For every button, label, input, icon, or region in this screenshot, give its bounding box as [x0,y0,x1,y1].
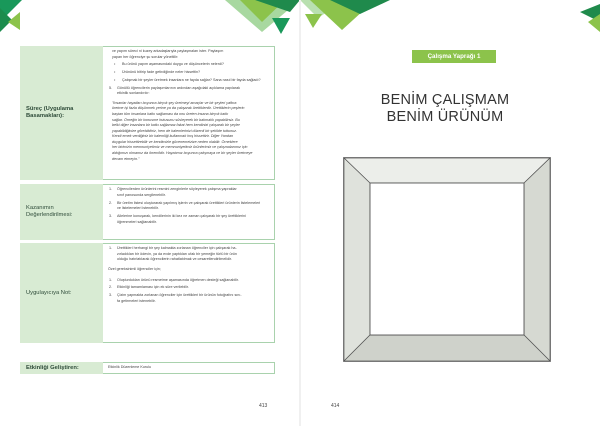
implementer-note-content [103,243,275,343]
question-item: • Bu ürünü yapım aşamasındaki duygu ve düşüncelerin nelerdi? [108,62,269,68]
outcome-item: 2. Bir üretim listesi oluşturarak yapılmış işlerin ve çalışarak ürettikleri ürünlerin listelemeleri ve listelemeleri istenebilir. [109,200,261,211]
left-triangle-pattern [0,0,22,32]
frame-bevel-left [344,158,370,361]
outcomes-label: Kazanımın Değerlendirilmesi: [20,184,103,240]
frame-bevel-right [524,158,550,361]
process-row [20,46,275,180]
implementer-note-label: Uygulayıcıya Not: [20,243,103,343]
outcomes-content [103,184,275,240]
page-spine [299,0,301,426]
note-item: 1. Ürettikleri herhangi bir şey kalmakta zorlanan öğrenciler için çalışarak ha- zırladıkları bir ödevin, ya da evde yaptıkları ufak bir yemeğin türlü bir ürün olduğu hatırlatılarak öğrencilerin rahatlatılmak ve cesaretlendirilmelidir. [109,246,237,262]
page-number-right: 414 [331,403,340,409]
developer-value: Etkinlik Düzenleme Kurulu [103,362,275,374]
page-title: BENİM ÇALIŞMAM BENİM ÜRÜNÜM [380,92,510,125]
question-item: • Çalışmak bir şeyler üretmek insanlara ne fayda sağlar? Sana nasıl bir fayda sağladı? [108,78,269,84]
developer-label: Etkinliği Geliştiren: [20,362,103,374]
frame-drawing-area[interactable] [370,183,524,335]
outcome-item: 1. Öğrencilerden ürünlerini resmini zenginlerle söyleyerek çalışma yapraklar sınıf panosunda sergilenebilir. [109,187,237,197]
page-number-left: 413 [259,403,268,409]
process-label: Süreç (Uygulama Basamakları): [20,46,103,180]
step-5: 5. Gönüllü öğrencilerin paylaşımlarının ardından aşağıdaki açıklama yapılarak etkinlik sonlandırılır: [109,85,240,96]
process-content [103,46,275,180]
outcome-item: 3. Ailelerine konuşarak, kendilerinin iki kez ne zaman çalışarak bir şey ürettiklerini öğrenmeleri sağlanabilir. [109,214,246,224]
developer-row [20,362,275,374]
center-triangle-pattern [225,0,390,34]
process-intro: ve yapım süreci ni kuzey arkadaşlarıyla paylaşmaları ister. Paylaşım yapan her öğrenciye şu sorular yöneltilir: [112,49,224,59]
note-item: 3. Çizim yapmakta zorlanan öğrenciler için ürettikleri bir ürünün fotoğrafını sını- fa getirmeleri istenebilir. [109,292,242,303]
note-item: 2. Etkinliği tamamlaması için ek süre verilebilir. [109,285,189,290]
note-item: 1. Oluşturdukları ürünü resmetme aşamasında öğretmen desteği sağlanabilir. [109,277,239,282]
frame-bevel-bottom [344,335,550,361]
worksheet-label: Çalışma Yaprağı 1 [412,50,496,63]
frame-bevel-top [344,158,550,183]
left-page [20,46,275,371]
question-item: • Ürününü bitirip fade getirdiğinde neler hissettin? [108,70,269,76]
implementer-note-row [20,243,275,343]
closing-quote: "İnsanlar hayatları boyunca birçok şey üretmeyi amaçlar ve bir şeyleri yaftıra üretme işi fazla düşünmek yerine ya da çalışarak ürettiklerdir. Ürettiklerin peşlerin baştan tüm insanlara katkı sağlaması da onu üreten insana birçok katkı sağlar. Örneğin bir konusme hutusunu süsleyerek bir bakmalık yapabilirsiz. Bu belki diğer insanlara bir katkı sağlamaz fakat hem kendinizi çalışarak bir şeyler yapabildiğinize görebildiniz, hem de kalemlerinizi düzenli bir şekilde tuttunuz. Kendi emek verdiğiniz bir kalemliği kullanmak hoş hissettirir. Diğer Yandan duygular hissettirebilir ve kendimizle güvenemeizize neden olabilir. Örneklere her birimizin memnuniyetimiz ve memnuniyetimiz ürünlerimiz ve çalışmalarımız için aldığımızı olmamız da önemlidir. Hayatımız boyunca çalışmaya ve bir şeyler üretmeye devam etmeyin." [112,100,253,161]
drawing-frame [343,157,551,362]
outcomes-row [20,184,275,240]
right-triangle-pattern [580,4,600,32]
special-needs-heading: Özel gereksinimli öğrenciler için; [108,266,161,271]
